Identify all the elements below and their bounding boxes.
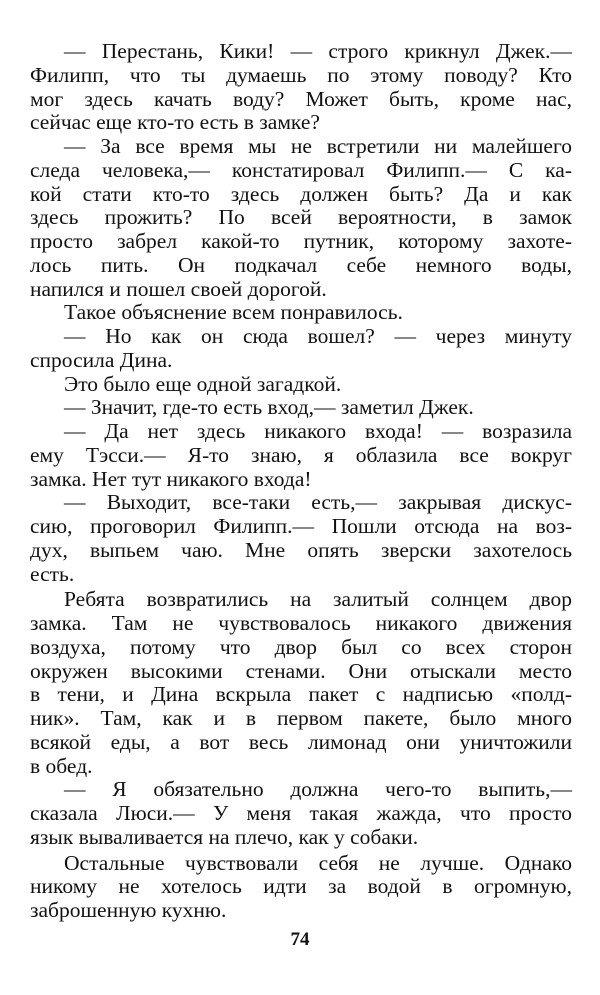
text-line: — Выходит, все-таки есть,— закрывая дискус- — [64, 490, 572, 515]
paragraph — [30, 778, 572, 849]
text-line: Такое объяснение всем понравилось. — [64, 300, 403, 325]
text-line: мог здесь качать воду? Может быть, кроме нас, — [30, 86, 572, 111]
text-line: сию, проговорил Филипп.— Пошли отсюда на воз- — [30, 514, 572, 538]
text-line: Остальные чувствовали себя не лучше. Однако — [64, 850, 572, 875]
text-line: сказала Люси.— У меня такая жажда, что просто — [30, 801, 572, 825]
text-line: сейчас еще кто-то есть в замке? — [30, 110, 320, 135]
text-line: спросила Дина. — [30, 347, 173, 372]
paragraph — [30, 491, 572, 586]
text-line: — За все время мы не встретили ни малейшего — [64, 134, 572, 158]
text-line: — Но как он сюда вошел? — через минуту — [64, 324, 572, 348]
paragraph — [30, 135, 572, 301]
text-line: никому не хотелось идти за водой в огромную, — [30, 874, 572, 899]
text-line: заброшенную кухню. — [30, 898, 227, 922]
paragraph — [30, 396, 572, 420]
text-line: следа человека,— констатировал Филипп.— С ка- — [30, 157, 572, 182]
text-line: замка. Нет тут никакого входа! — [30, 466, 312, 491]
page-number: 74 — [290, 929, 310, 950]
paragraph — [30, 40, 572, 135]
text-line: в обед. — [30, 753, 93, 778]
text-line: дух, выпьем чаю. Мне опять зверски захотелось — [30, 537, 572, 562]
paragraph — [30, 588, 572, 778]
text-line: Это было еще одной загадкой. — [64, 371, 342, 396]
text-line: в тени, и Дина вскрыла пакет с надписью «полд- — [30, 682, 572, 707]
text-line: ему Тэсси.— Я-то знаю, я облазила все вокруг — [30, 442, 572, 467]
text-line: всякой еды, а вот весь лимонад они уничтожили — [30, 729, 572, 754]
text-line: — Значит, где-то есть вход,— заметил Джек. — [64, 395, 474, 420]
text-line: просто забрел какой-то путник, которому захоте- — [30, 229, 572, 253]
text-line: есть. — [30, 561, 75, 586]
paragraph — [30, 852, 572, 923]
text-line: язык вываливается на плечо, как у собаки. — [30, 824, 419, 849]
text-line: — Перестань, Кики! — строго крикнул Джек.— — [64, 39, 572, 63]
text-line: замка. Там не чувствовалось никакого движения — [30, 611, 572, 635]
text-line: кой стати кто-то здесь должен быть? Да и как — [30, 181, 572, 206]
paragraph — [30, 301, 572, 325]
book-page-text — [30, 40, 572, 923]
paragraph — [30, 420, 572, 491]
paragraph — [30, 373, 572, 397]
text-line: воздуха, потому что двор был со всех сторон — [30, 634, 572, 659]
text-line: — Я обязательно должна чего-то выпить,— — [64, 777, 572, 802]
paragraph — [30, 325, 572, 373]
text-line: Ребята возвратились на залитый солнцем двор — [64, 587, 572, 612]
text-line: — Да нет здесь никакого входа! — возразила — [64, 419, 572, 443]
text-line: окружен высокими стенами. Они отыскали место — [30, 658, 572, 683]
text-line: ник». Там, как и в первом пакете, было много — [30, 706, 572, 730]
text-line: здесь прожить? По всей вероятности, в замок — [30, 205, 572, 230]
text-line: Филипп, что ты думаешь по этому поводу? Кто — [30, 62, 572, 87]
text-line: лось пить. Он подкачал себе немного воды, — [30, 252, 572, 277]
text-line: напился и пошел своей дорогой. — [30, 276, 327, 301]
